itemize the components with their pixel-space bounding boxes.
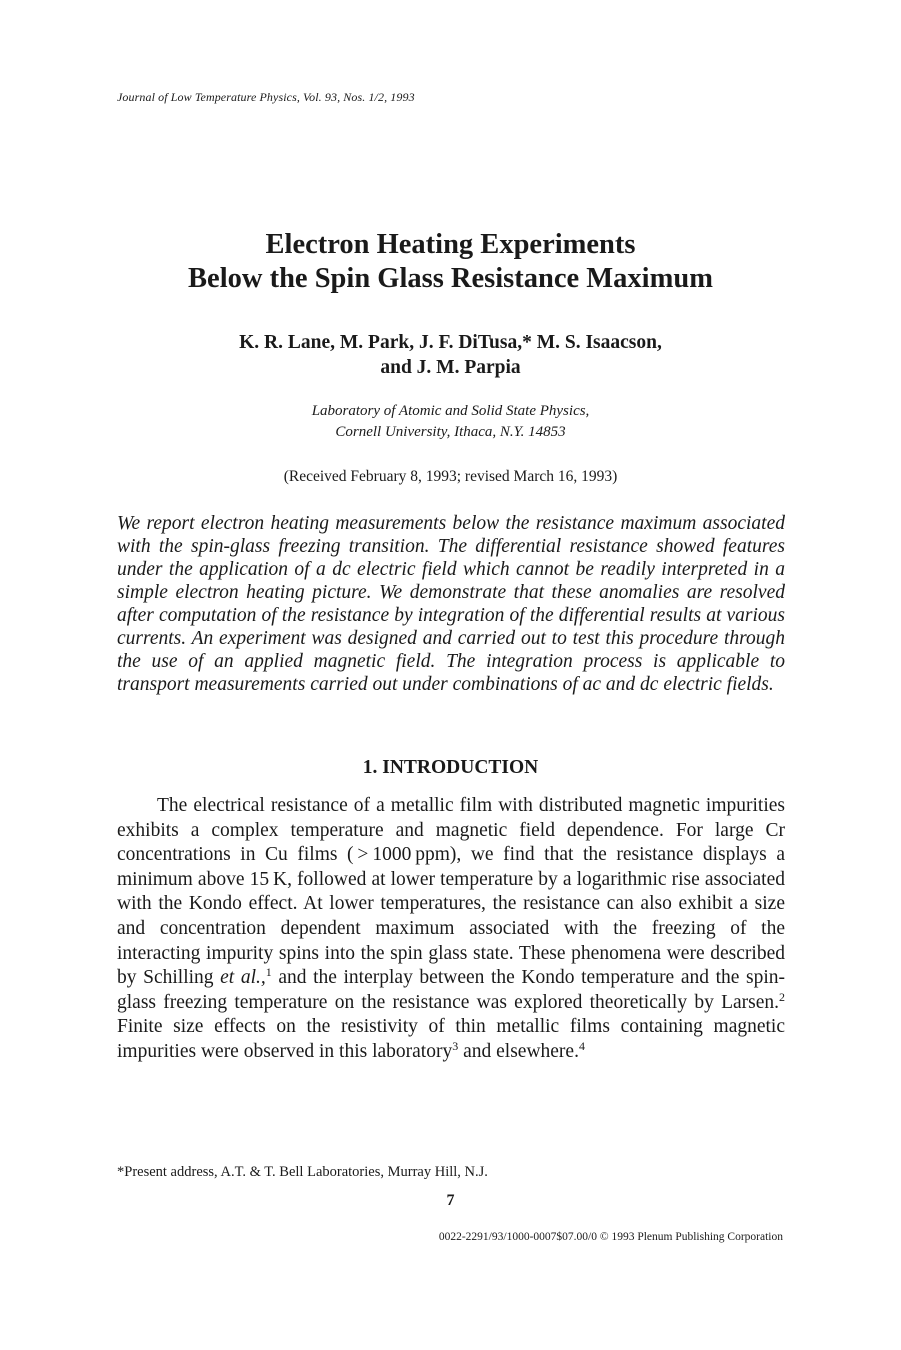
title-line-2: Below the Spin Glass Resistance Maximum <box>188 263 713 294</box>
affiliation <box>0 401 901 443</box>
intro-text-4: and elsewhere. <box>458 1040 579 1062</box>
intro-text-3: Finite size effects on the resistivity of thin metallic films containing magnetic impurities were observed in this laboratory <box>117 1016 785 1062</box>
citation-3: 3 <box>452 1038 459 1053</box>
citation-1: 1 <box>265 965 272 980</box>
received-dates: (Received February 8, 1993; revised March 16, 1993) <box>283 468 618 485</box>
journal-header: Journal of Low Temperature Physics, Vol. 93, Nos. 1/2, 1993 <box>117 90 415 104</box>
authors-line-2: and J. M. Parpia <box>380 357 521 378</box>
citation-2: 2 <box>779 989 785 1004</box>
affiliation-line-2: Cornell University, Ithaca, N.Y. 14853 <box>335 424 566 440</box>
intro-text-2: and the interplay between the Kondo temperature and the spin-glass freezing temperature on the resistance was explored theoretically by Larsen. <box>117 967 785 1013</box>
copyright-line: 0022-2291/93/1000-0007$07.00/0 © 1993 Plenum Publishing Corporation <box>438 1231 783 1243</box>
footnote: *Present address, A.T. & T. Bell Laboratories, Murray Hill, N.J. <box>117 1164 488 1180</box>
intro-text-1: The electrical resistance of a metallic film with distributed magnetic impurities exhibits a complex temperature and magnetic field dependence. For large Cr concentrations in Cu films ( > 1000 ppm), we find that the resistance displays a minimum above 15 K, followed at lower temperature by a logarithmic rise associated with the Kondo effect. At lower temperatures, the resistance can also exhibit a size and concentration dependent maximum associated with the freezing of the interacting impurity spins into the spin glass state. These phenomena were described by Schilling <box>117 795 785 989</box>
citation-4: 4 <box>578 1038 585 1053</box>
section-heading: 1. INTRODUCTION <box>362 757 539 778</box>
page-number: 7 <box>446 1192 455 1209</box>
author-list <box>0 330 901 380</box>
authors-line-1: K. R. Lane, M. Park, J. F. DiTusa,* M. S. Isaacson, <box>239 332 662 353</box>
affiliation-line-1: Laboratory of Atomic and Solid State Physics, <box>311 403 590 419</box>
abstract: We report electron heating measurements below the resistance maximum associated with the spin-glass freezing transition. The differential resistance showed features under the application of a dc electric field which cannot be readily interpreted in a simple electron heating picture. We demonstrate that these anomalies are resolved after computation of the resistance by integration of the differential results at various currents. An experiment was designed and carried out to test this procedure through the use of an applied magnetic field. The integration process is applicable to transport measurements carried out under combinations of ac and dc electric fields. <box>117 513 785 695</box>
title-line-1: Electron Heating Experiments <box>265 229 636 260</box>
paper-title <box>0 228 901 296</box>
introduction-paragraph <box>117 794 785 1065</box>
intro-et-al: et al., <box>220 967 266 989</box>
